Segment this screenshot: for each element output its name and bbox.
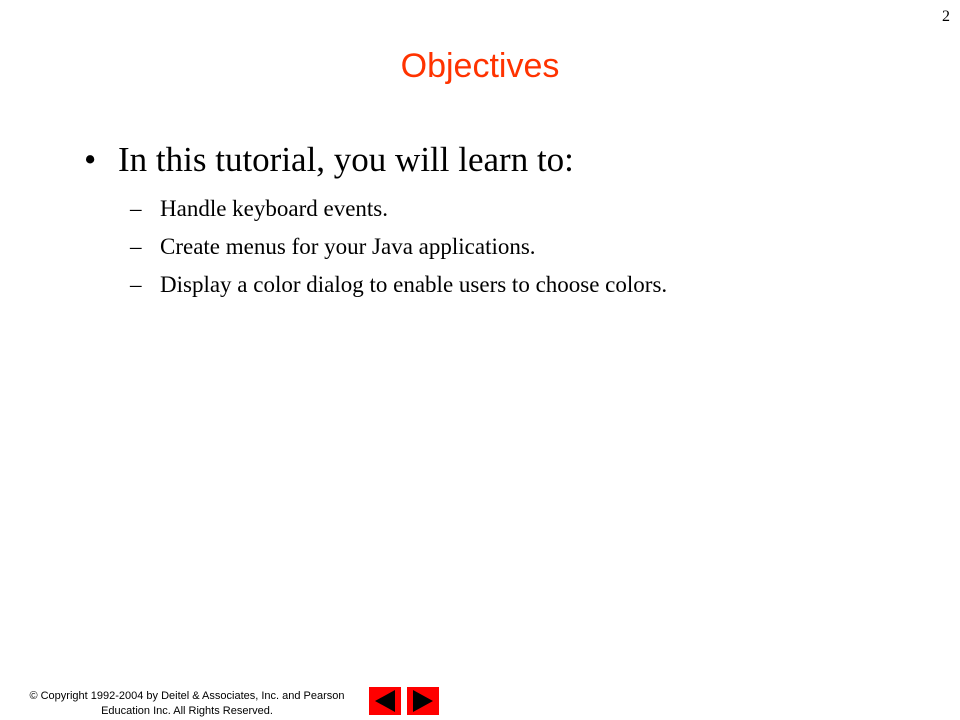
dash-icon: – xyxy=(130,196,142,221)
dash-icon: – xyxy=(130,272,142,297)
copyright-line-2: Education Inc. All Rights Reserved. xyxy=(101,705,273,717)
sub-bullet-item xyxy=(130,266,924,304)
main-bullet xyxy=(84,136,924,184)
copyright-footer xyxy=(14,689,360,719)
left-arrow-icon xyxy=(375,690,395,712)
sub-bullet-text: Display a color dialog to enable users to choose colors. xyxy=(160,272,668,297)
next-slide-button[interactable] xyxy=(406,686,440,716)
slide-content xyxy=(84,136,924,304)
bullet-icon: • xyxy=(84,140,97,179)
main-bullet-text: In this tutorial, you will learn to: xyxy=(118,140,574,179)
dash-icon: – xyxy=(130,234,142,259)
previous-slide-button[interactable] xyxy=(368,686,402,716)
slide-title: Objectives xyxy=(400,47,560,85)
sub-bullet-item xyxy=(130,228,924,266)
sub-bullet-text: Create menus for your Java applications. xyxy=(160,234,536,259)
slide-navigation xyxy=(368,686,440,716)
sub-bullet-text: Handle keyboard events. xyxy=(160,196,389,221)
sub-bullet-list xyxy=(84,190,924,304)
copyright-line-1: © Copyright 1992-2004 by Deitel & Associates, Inc. and Pearson xyxy=(29,690,345,702)
page-number: 2 xyxy=(942,8,950,25)
sub-bullet-item xyxy=(130,190,924,228)
right-arrow-icon xyxy=(413,690,433,712)
